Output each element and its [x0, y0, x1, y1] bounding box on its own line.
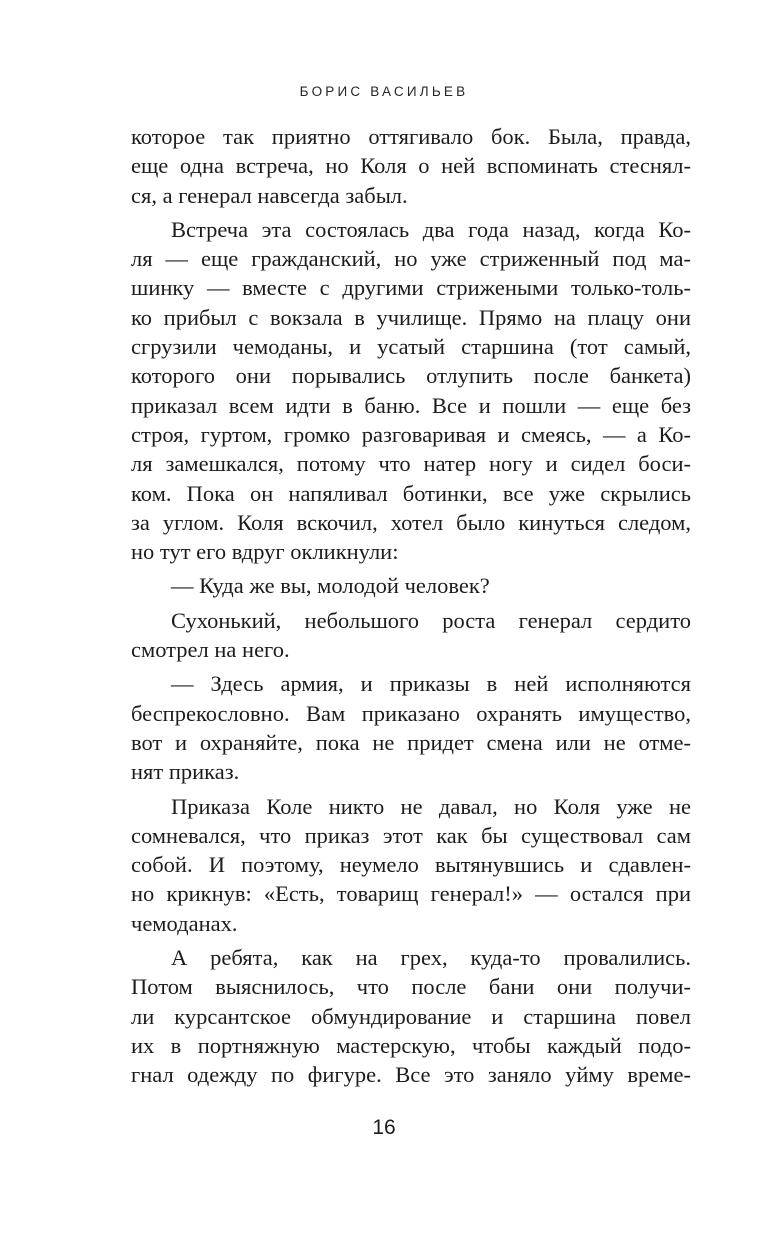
text-line: Приказа Коле никто не давал, но Коля уже не	[171, 793, 691, 819]
text-line: ля — еще гражданский, но уже стриженный под ма-	[131, 246, 691, 272]
text-line: — Куда же вы, молодой человек?	[171, 573, 490, 599]
text-line: гнал одежду по фигуре. Все это заняло уйму време-	[131, 1062, 691, 1088]
running-header: БОРИС ВАСИЛЬЕВ	[299, 84, 469, 99]
paragraph	[131, 606, 691, 665]
text-line: их в портняжную мастерскую, чтобы каждый подо-	[131, 1032, 691, 1058]
paragraph	[131, 571, 691, 600]
body-text	[131, 122, 691, 1090]
text-line: строя, гуртом, громко разговаривая и смеясь, — а Ко-	[131, 421, 691, 447]
text-line: сомневался, что приказ этот как бы существовал сам	[131, 822, 691, 848]
page-number: 16	[372, 1116, 396, 1139]
text-line: Сухонький, небольшого роста генерал сердито	[171, 607, 691, 633]
text-line: смотрел на него.	[131, 637, 290, 663]
text-line: ко прибыл с вокзала в училище. Прямо на плацу они	[131, 304, 691, 330]
text-line: за углом. Коля вскочил, хотел было кинуться следом,	[131, 509, 691, 535]
text-line: но крикнув: «Есть, товарищ генерал!» — остался при	[131, 881, 691, 907]
text-line: А ребята, как на грех, куда-то провалились.	[171, 945, 691, 971]
text-line: которого они порывались отлупить после банкета)	[131, 363, 691, 389]
text-line: сгрузили чемоданы, и усатый старшина (тот самый,	[131, 334, 691, 360]
text-line: еще одна встреча, но Коля о ней вспоминать стеснял-	[131, 153, 691, 179]
text-line: чемоданах.	[131, 910, 238, 936]
text-line: которое так приятно оттягивало бок. Была, правда,	[131, 124, 691, 149]
text-line: вот и охраняйте, пока не придет смена или не отме-	[131, 729, 691, 755]
text-line: ком. Пока он напяливал ботинки, все уже скрылись	[131, 480, 691, 506]
text-line: собой. И поэтому, неумело вытянувшись и сдавлен-	[131, 852, 691, 878]
text-line: беспрекословно. Вам приказано охранять имущество,	[131, 700, 691, 726]
text-line: шинку — вместе с другими стрижеными только-толь-	[131, 275, 691, 301]
text-line: — Здесь армия, и приказы в ней исполняются	[171, 671, 691, 697]
text-line: нят приказ.	[131, 759, 240, 785]
paragraph	[131, 792, 691, 938]
paragraph	[131, 122, 691, 210]
text-line: Потом выяснилось, что после бани они получи-	[131, 974, 691, 1000]
text-line: ли курсантское обмундирование и старшина повел	[131, 1003, 691, 1029]
paragraph	[131, 215, 691, 567]
text-line: ся, а генерал навсегда забыл.	[131, 182, 408, 208]
paragraph	[131, 943, 691, 1089]
text-line: приказал всем идти в баню. Все и пошли — еще без	[131, 392, 691, 418]
text-line: Встреча эта состоялась два года назад, когда Ко-	[171, 216, 691, 242]
text-line: ля замешкался, потому что натер ногу и сидел боси-	[131, 451, 691, 477]
paragraph	[131, 669, 691, 786]
text-line: но тут его вдруг окликнули:	[131, 539, 399, 565]
